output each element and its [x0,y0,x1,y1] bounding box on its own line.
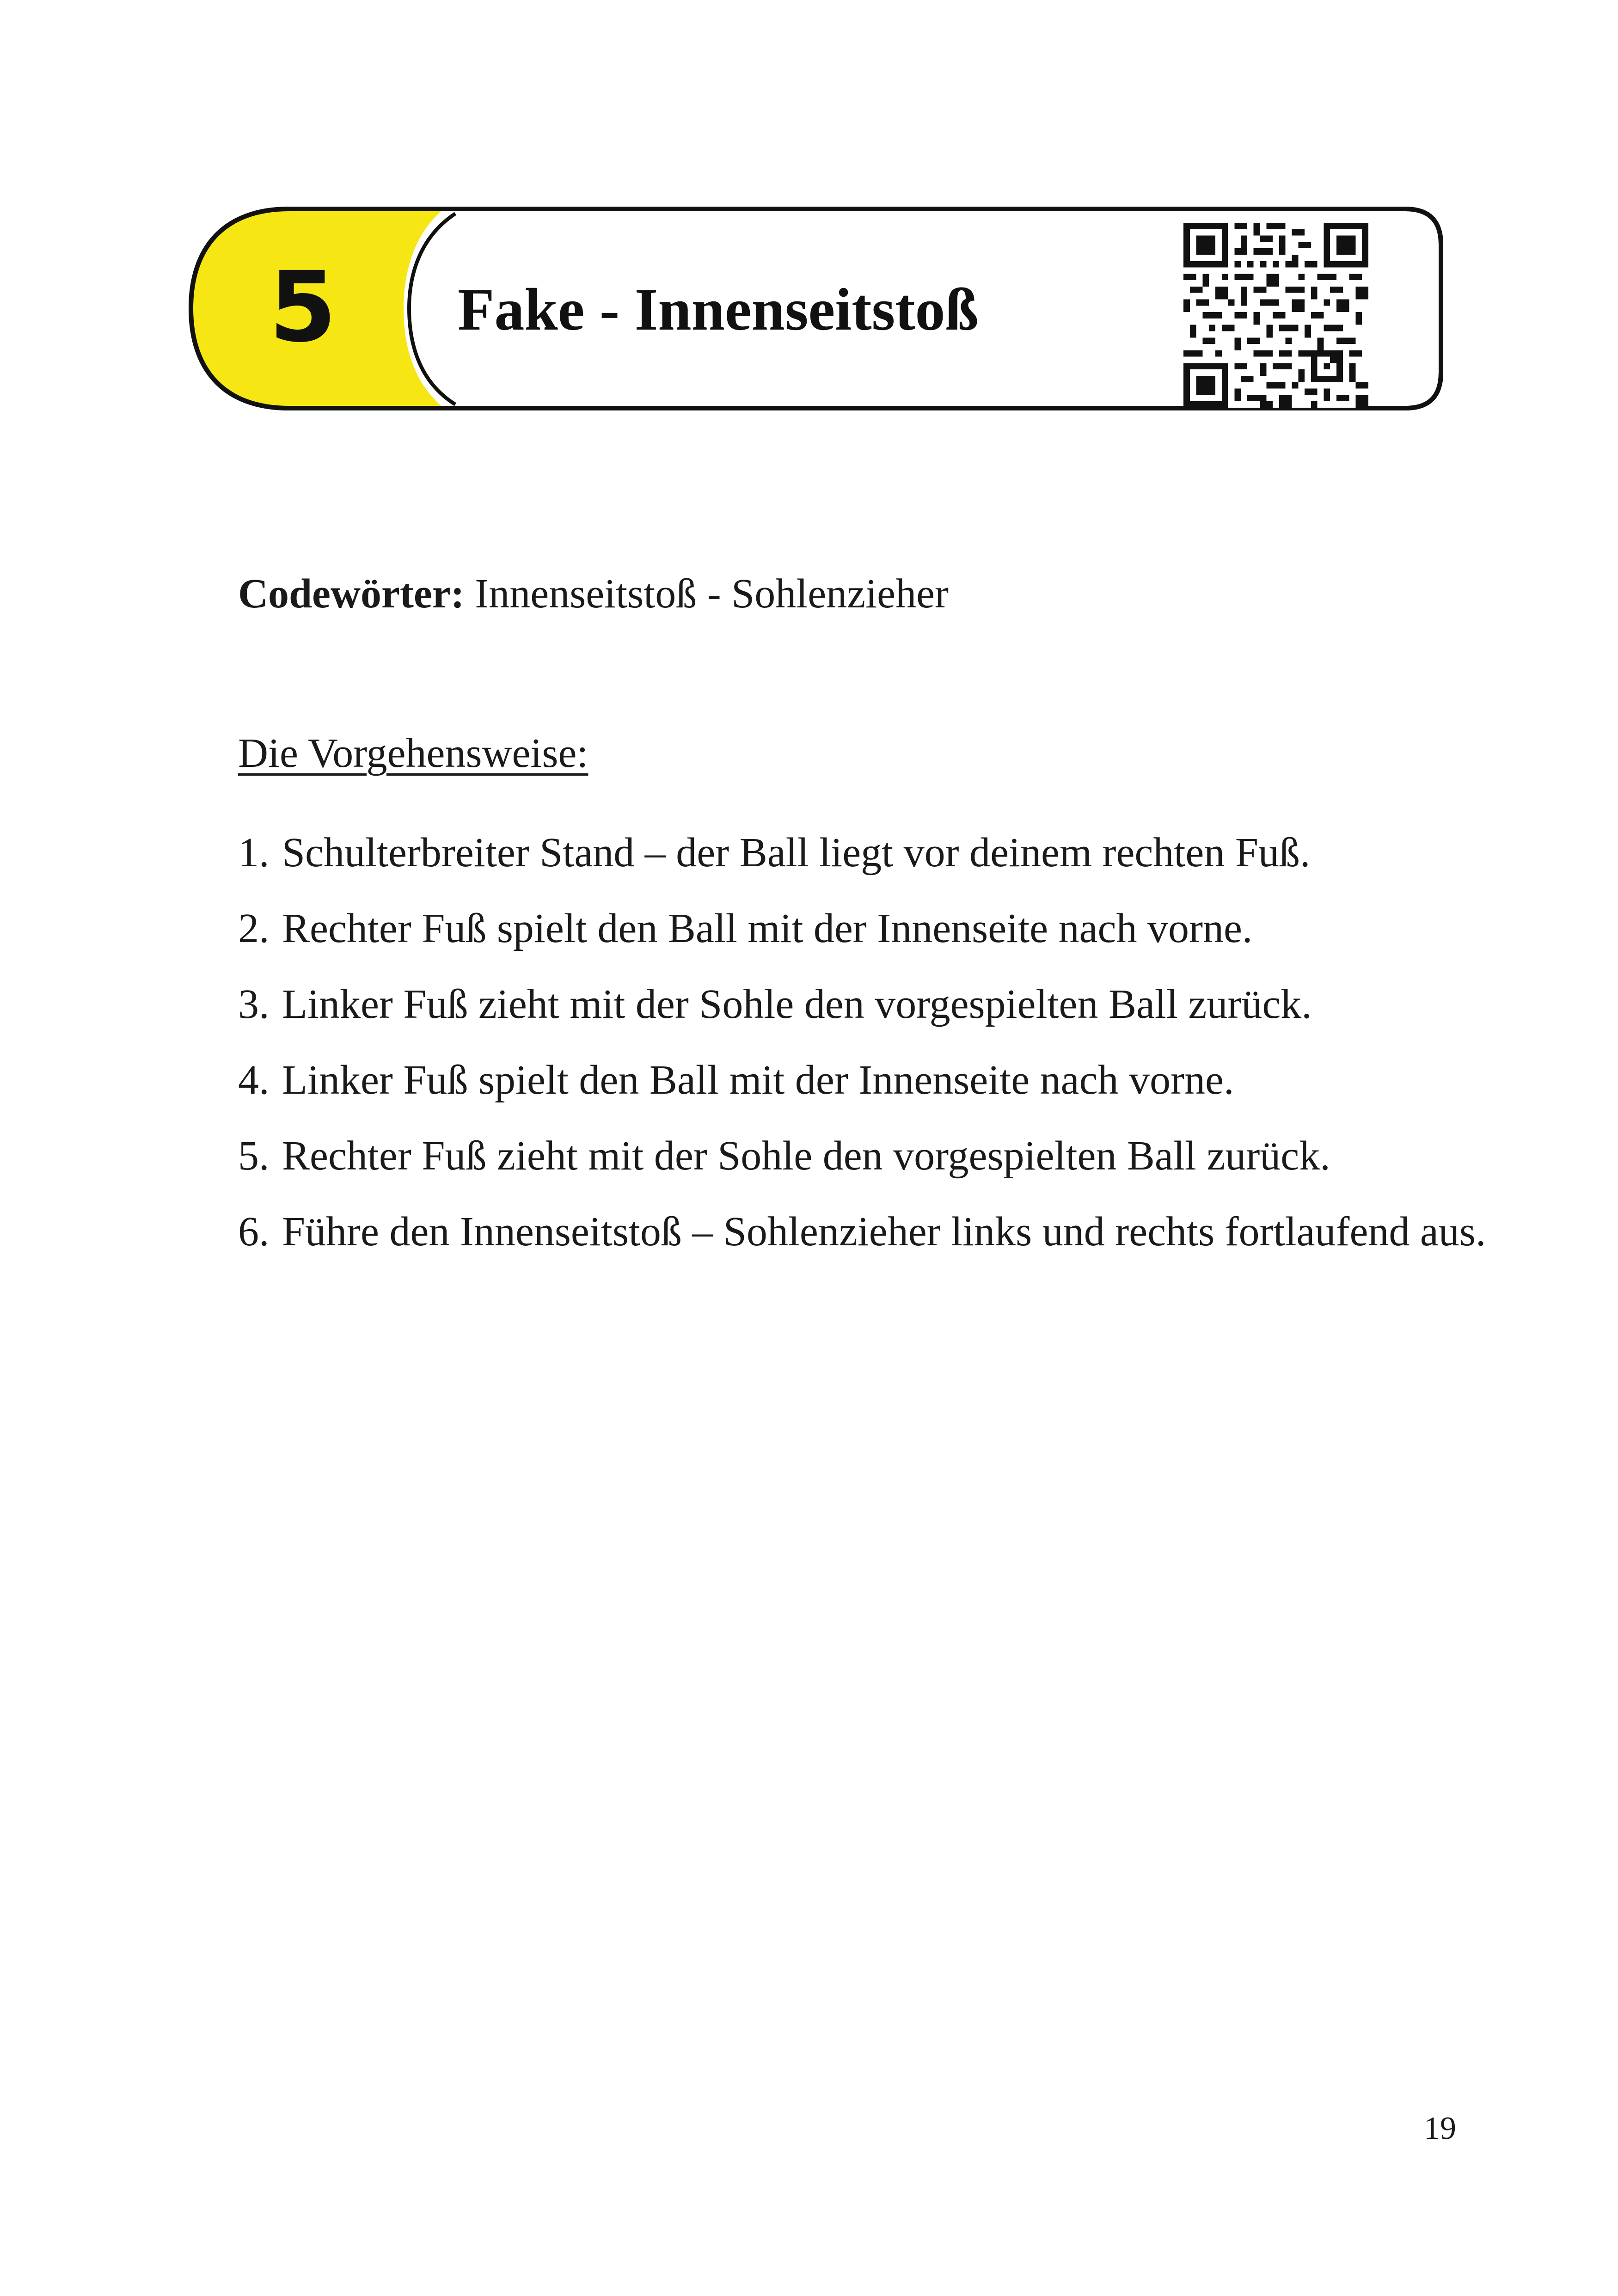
procedure-steps [238,825,1486,1280]
list-item [238,825,1486,881]
list-item [238,1204,1486,1260]
list-item [238,1053,1486,1108]
step-number: 3. [238,981,270,1027]
step-number: 1. [238,830,270,876]
procedure-heading: Die Vorgehensweise: [238,730,588,776]
step-text: Linker Fuß spielt den Ball mit der Innenseite nach vorne. [282,1057,1234,1103]
chapter-number: 5 [269,251,337,364]
list-item [238,977,1486,1032]
qr-code-graphic [1183,223,1368,408]
step-number: 4. [238,1057,270,1103]
step-text: Schulterbreiter Stand – der Ball liegt vor deinem rechten Fuß. [282,830,1311,876]
step-number: 5. [238,1133,270,1179]
codewords-label: Codewörter: [238,571,465,617]
page-number: 19 [1424,2111,1456,2146]
chapter-title: Fake - Innenseitstoß [458,276,979,343]
step-text: Linker Fuß zieht mit der Sohle den vorgespielten Ball zurück. [282,981,1312,1027]
step-text: Führe den Innenseitstoß – Sohlenzieher links und rechts fortlaufend aus. [282,1209,1486,1255]
step-number: 2. [238,906,270,951]
chapter-banner [183,203,1447,414]
list-item [238,1128,1486,1184]
list-item [238,901,1486,956]
step-text: Rechter Fuß spielt den Ball mit der Innenseite nach vorne. [282,906,1253,951]
codewords-value: Innenseitstoß - Sohlenzieher [475,571,949,617]
step-number: 6. [238,1209,270,1255]
codewords-line [238,566,1440,622]
step-text: Rechter Fuß zieht mit der Sohle den vorgespielten Ball zurück. [282,1133,1330,1179]
qr-code-icon [1183,223,1387,426]
